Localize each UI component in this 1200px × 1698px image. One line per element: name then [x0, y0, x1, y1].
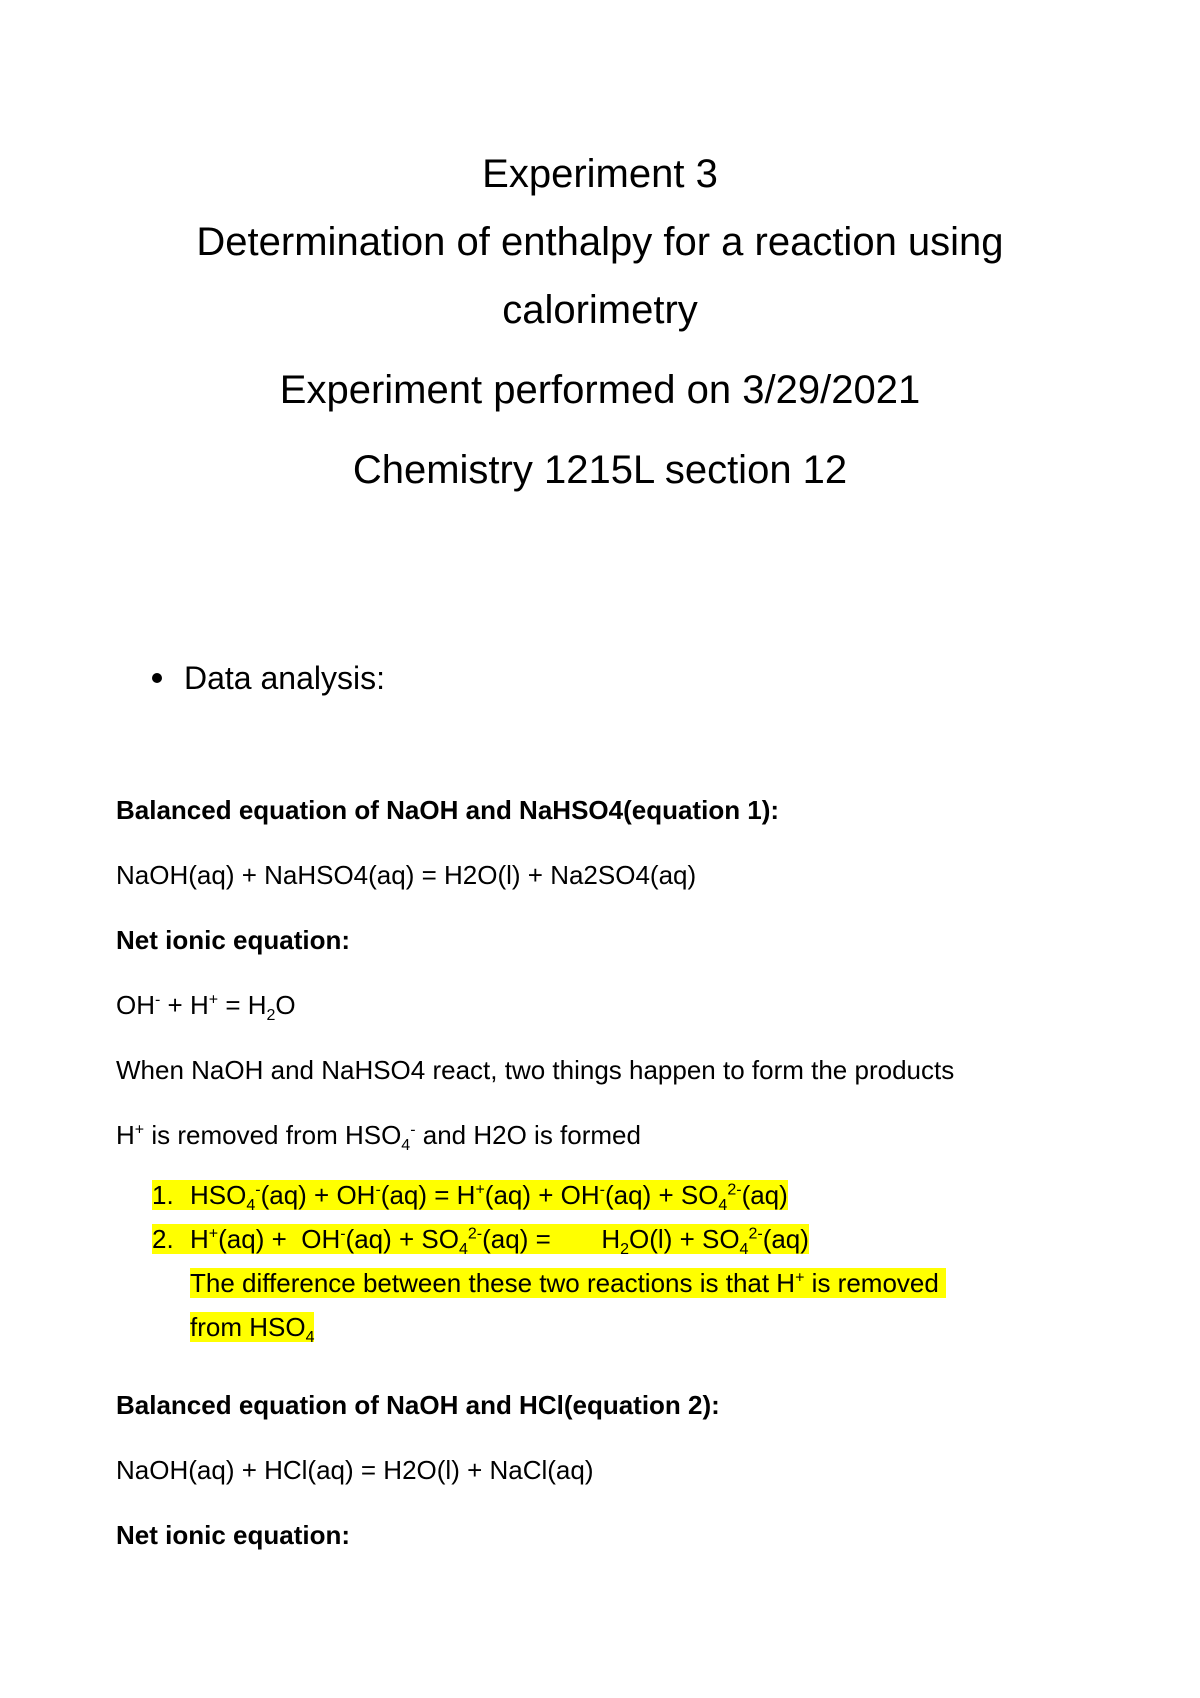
- highlight-explanation-2: from $HSO_4$: [190, 1312, 315, 1347]
- bullet-icon: [152, 673, 162, 683]
- reaction-description: When NaOH and NaHSO4 react, two things happen to form the products: [116, 1055, 955, 1085]
- section1-net-heading: Net ionic equation:: [116, 925, 350, 955]
- section2-equation: NaOH(aq) + HCl(aq) = H2O(l) + NaCl(aq): [116, 1455, 594, 1485]
- experiment-title-line-2: calorimetry: [502, 288, 698, 332]
- step-1-number: 1.: [152, 1180, 174, 1210]
- bullet-item: [152, 660, 385, 697]
- step-1: 1. $HSO_4^-(aq) + OH^-(aq) = H^+(aq) + OH^-(aq) + SO_4^{2-}(aq)$: [152, 1180, 788, 1215]
- section1-equation: NaOH(aq) + NaHSO4(aq) = H2O(l) + Na2SO4(aq): [116, 860, 697, 890]
- bullet-text: Data analysis:: [184, 660, 385, 696]
- section2-heading: Balanced equation of NaOH and HCl(equation 2):: [116, 1390, 720, 1420]
- section1-heading: Balanced equation of NaOH and NaHSO4(equation 1):: [116, 795, 780, 825]
- step-2: 2. $H^+(aq) + OH^-(aq) + SO_4^{2-}(aq)$ = $H_2O(l) + SO_4^{2-}(aq)$: [152, 1224, 809, 1259]
- section2-net-heading: Net ionic equation:: [116, 1520, 350, 1550]
- proton-removal-note: H+ is removed from $HSO_4^-$ and H2O is formed: [116, 1120, 641, 1155]
- net-ionic-equation-1: $OH^- + H^+ = H_2O$: [116, 990, 296, 1025]
- highlight-explanation-1: The difference between these two reactions is that H+ is removed: [190, 1266, 946, 1300]
- experiment-date: Experiment performed on 3/29/2021: [279, 368, 921, 412]
- step-2-number: 2.: [152, 1224, 174, 1254]
- course-section: Chemistry 1215L section 12: [352, 448, 848, 492]
- document-body: [116, 0, 1116, 1698]
- experiment-number: Experiment 3: [482, 152, 718, 196]
- experiment-title-line-1: Determination of enthalpy for a reaction using: [196, 220, 1004, 264]
